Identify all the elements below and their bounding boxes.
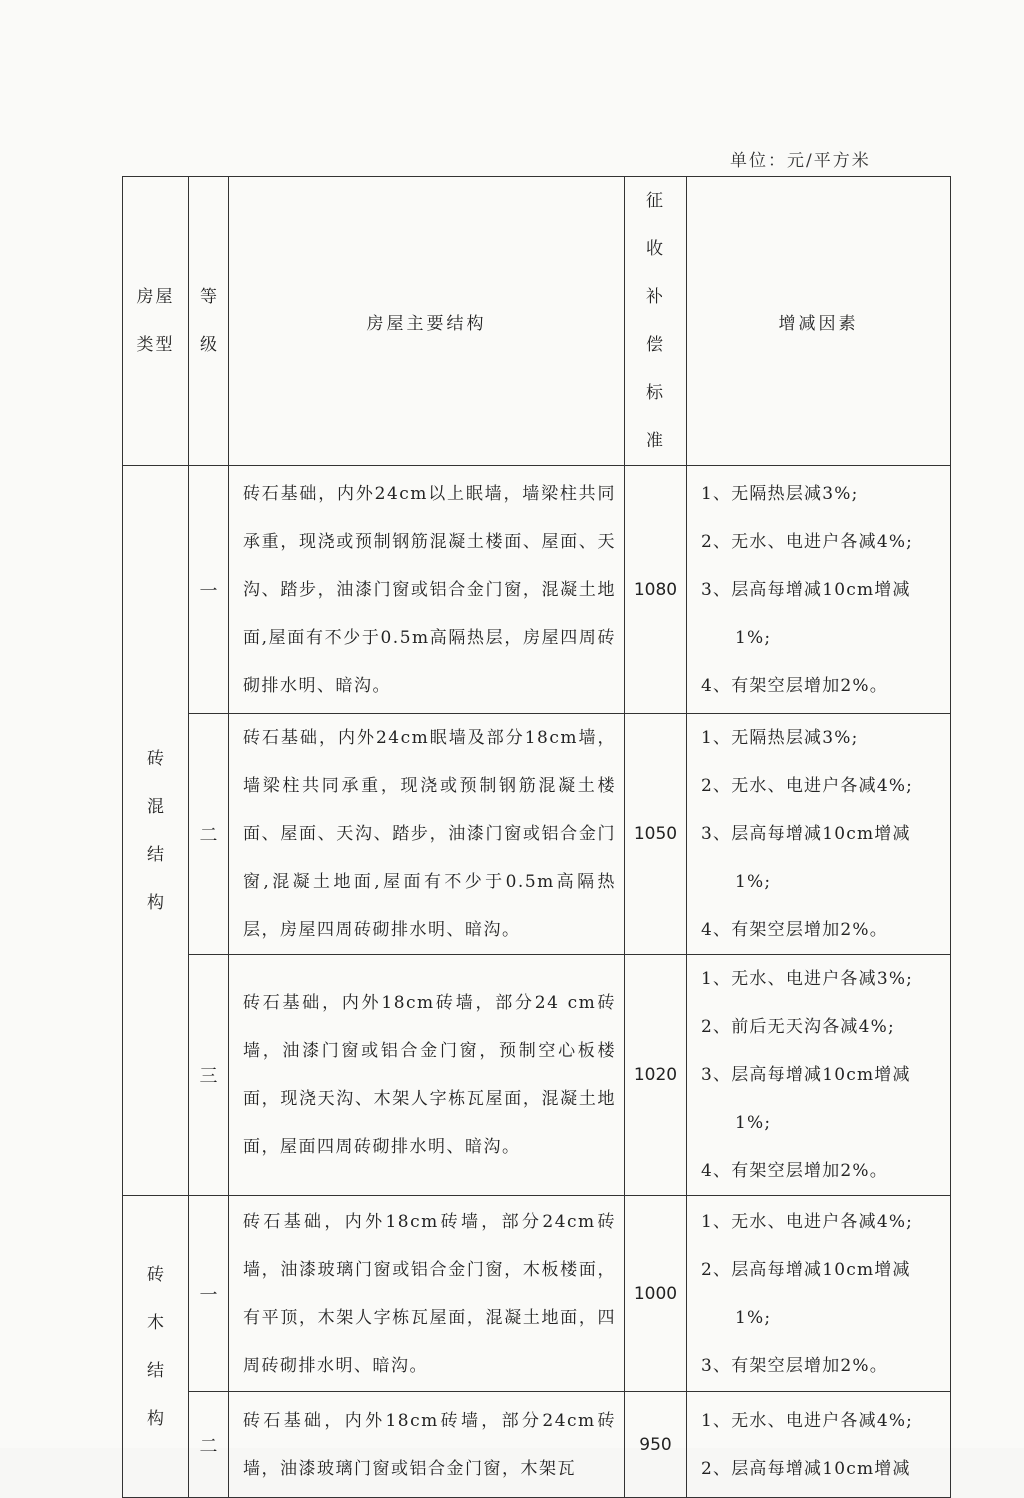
structure-cell: 砖石基础，内外24cm以上眠墙，墙梁柱共同承重，现浇或预制钢筋混凝土楼面、屋面、天沟、踏步，油漆门窗或铝合金门窗，混凝土地面,屋面有不少于0.5m高隔热层，房屋四周砖砌排水明、暗沟。 <box>229 466 625 714</box>
table-row <box>123 955 951 1196</box>
structure-cell: 砖石基础，内外18cm砖墙，部分24cm砖墙，油漆玻璃门窗或铝合金门窗，木架瓦 <box>229 1392 625 1498</box>
factor-item: 1、无水、电进户各减3%; <box>701 969 914 989</box>
house-type-cell: 砖木结构 <box>123 1196 189 1498</box>
factors-cell <box>687 466 951 714</box>
standard-cell: 1000 <box>625 1196 687 1392</box>
grade-cell: 一 <box>189 1196 229 1392</box>
factor-item: 1、无水、电进户各减4%; <box>701 1211 914 1232</box>
factors-cell <box>687 1392 951 1498</box>
factor-item: 2、层高每增减10cm增减 <box>701 1259 911 1280</box>
factor-item: 4、有架空层增加2%。 <box>701 920 888 940</box>
factors-cell <box>687 1196 951 1392</box>
factor-item: 4、有架空层增加2%。 <box>701 1161 888 1181</box>
table-row <box>123 466 951 714</box>
factor-item: 2、无水、电进户各减4%; <box>701 531 914 552</box>
house-type-cell: 砖混结构 <box>123 466 189 1196</box>
factor-item: 2、层高每增减10cm增减 <box>701 1458 911 1479</box>
factor-item: 1、无水、电进户各减4%; <box>701 1410 914 1431</box>
factors-cell <box>687 955 951 1196</box>
standard-cell: 1050 <box>625 714 687 955</box>
factors-cell <box>687 714 951 955</box>
factor-item: 4、有架空层增加2%。 <box>701 675 888 696</box>
factor-item: 1%; <box>735 1113 772 1133</box>
standard-cell: 1080 <box>625 466 687 714</box>
factor-item: 1%; <box>735 1307 772 1328</box>
factor-item: 2、前后无天沟各减4%; <box>701 1017 895 1037</box>
standard-cell: 950 <box>625 1392 687 1498</box>
header-structure: 房屋主要结构 <box>229 177 625 466</box>
table-row <box>123 1392 951 1498</box>
factor-item: 3、层高每增减10cm增减 <box>701 1065 911 1085</box>
header-house-type: 房屋类型 <box>123 177 189 466</box>
unit-label: 单位：元/平方米 <box>730 151 871 171</box>
grade-cell: 三 <box>189 955 229 1196</box>
factor-item: 3、层高每增减10cm增减 <box>701 579 911 600</box>
grade-cell: 一 <box>189 466 229 714</box>
factor-item: 2、无水、电进户各减4%; <box>701 776 914 796</box>
structure-cell: 砖石基础，内外18cm砖墙，部分24cm砖墙，油漆玻璃门窗或铝合金门窗，木板楼面，有平顶，木架人字栋瓦屋面，混凝土地面，四周砖砌排水明、暗沟。 <box>229 1196 625 1392</box>
standard-cell: 1020 <box>625 955 687 1196</box>
factor-item: 3、层高每增减10cm增减 <box>701 824 911 844</box>
factor-item: 3、有架空层增加2%。 <box>701 1355 888 1376</box>
header-factors: 增减因素 <box>687 177 951 466</box>
grade-cell: 二 <box>189 1392 229 1498</box>
grade-cell: 二 <box>189 714 229 955</box>
header-standard: 征收补偿标准 <box>625 177 687 466</box>
table-row <box>123 714 951 955</box>
structure-cell: 砖石基础，内外24cm眠墙及部分18cm墙，墙梁柱共同承重，现浇或预制钢筋混凝土楼面、屋面、天沟、踏步，油漆门窗或铝合金门窗,混凝土地面,屋面有不少于0.5m高隔热层，房屋四周砖砌排水明、暗沟。 <box>229 714 625 955</box>
header-row <box>123 177 951 466</box>
factor-item: 1、无隔热层减3%; <box>701 483 859 504</box>
factor-item: 1%; <box>735 872 772 892</box>
structure-cell: 砖石基础，内外18cm砖墙，部分24 cm砖墙，油漆门窗或铝合金门窗，预制空心板楼面，现浇天沟、木架人字栋瓦屋面，混凝土地面，屋面四周砖砌排水明、暗沟。 <box>229 955 625 1196</box>
table-row <box>123 1196 951 1392</box>
header-grade: 等级 <box>189 177 229 466</box>
factor-item: 1、无隔热层减3%; <box>701 728 859 748</box>
compensation-table <box>122 176 951 1498</box>
factor-item: 1%; <box>735 627 772 648</box>
